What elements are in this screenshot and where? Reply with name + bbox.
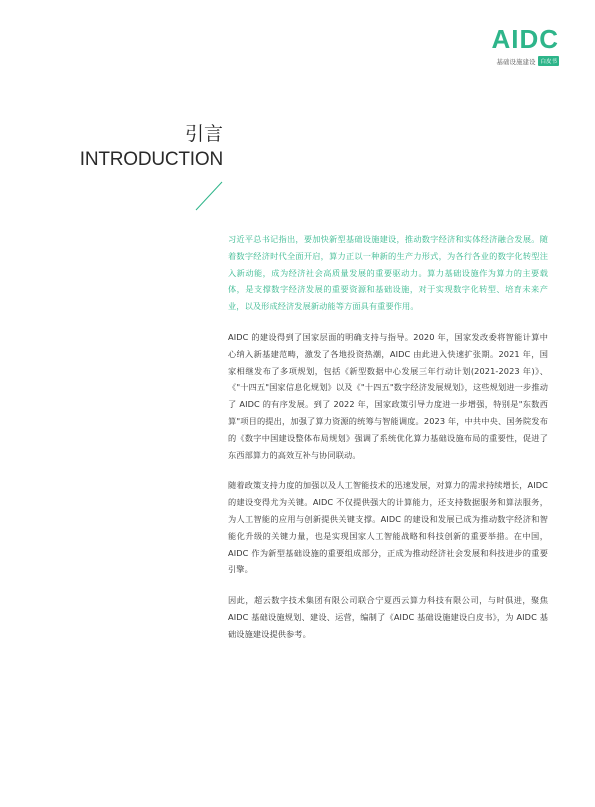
intro-paragraph-1: 习近平总书记指出，要加快新型基础设施建设，推动数字经济和实体经济融合发展。随着数字经济时代全面开启，算力正以一种新的生产力形式，为各行各业的数字化转型注入新动能，成为经济社会高质量发展的重要驱动力。算力基础设施作为算力的主要载体，是支撑数字经济发展的重要资源和基础设施，对于实现数字化转型、培育未来产业，以及形成经济发展新动能等方面具有重要作用。	[228, 234, 548, 312]
intro-paragraph-2: AIDC 的建设得到了国家层面的明确支持与指导。2020 年，国家发改委将智能计算中心纳入新基建范畴，激发了各地投资热潮，AIDC 由此进入快速扩张期。2021 年，国家相继发布了多项规划，包括《新型数据中心发展三年行动计划(2021-2023 年)》、《"十四五"国家信息化规划》以及《"十四五"数字经济发展规划》，这些规划进一步推动了 AIDC 的有序发展。到了 2022 年，国家政策引导力度进一步增强，特别是"东数西算"项目的提出，加强了算力资源的统筹与智能调度。2023 年，中共中央、国务院发布的《数字中国建设整体布局规划》强调了系统优化算力基础设施布局的重要性，促进了东西部算力的高效互补与协同联动。	[228, 331, 548, 460]
logo-subtitle: 基础设施建设	[496, 57, 536, 66]
decorative-slash-line	[192, 180, 226, 214]
aidc-logo	[473, 26, 559, 66]
section-heading	[80, 122, 223, 172]
logo-wordmark: AIDC	[491, 24, 559, 54]
intro-body	[228, 231, 548, 657]
intro-paragraph-3: 随着政策支持力度的加强以及人工智能技术的迅速发展，对算力的需求持续增长，AIDC 的建设变得尤为关键。AIDC 不仅提供强大的计算能力，还支持数据服务和算法服务，为人工智能的应用与创新提供关键支撑。AIDC 的建设和发展已成为推动数字经济和智能化升级的关键力量，也是实现国家人工智能战略和科技创新的重要举措。在中国，AIDC 作为新型基础设施的重要组成部分，正成为推动经济社会发展和科技进步的重要引擎。	[228, 480, 548, 575]
logo-badge: 白皮书	[538, 56, 559, 66]
intro-paragraph-4: 因此，超云数字技术集团有限公司联合宁夏西云算力科技有限公司，与时俱进，聚焦 AIDC 基础设施规划、建设、运营，编制了《AIDC 基础设施建设白皮书》，为 AIDC 基础设施建设提供参考。	[228, 595, 548, 639]
heading-title-en: INTRODUCTION	[79, 149, 223, 170]
logo-subtitle-row	[473, 56, 559, 66]
heading-title-cn: 引言	[184, 123, 223, 145]
